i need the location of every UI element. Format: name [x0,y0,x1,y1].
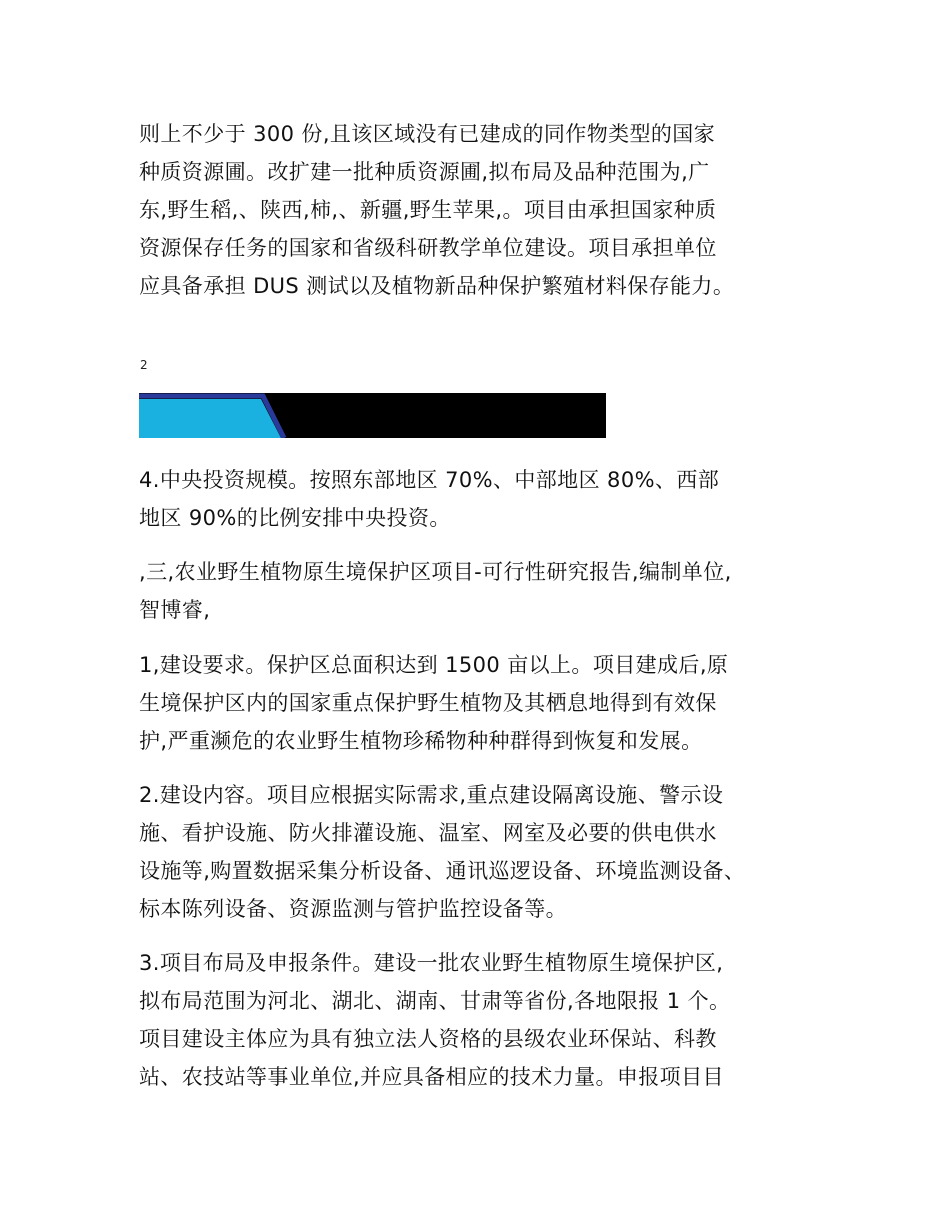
text-line: 拟布局范围为河北、湖北、湖南、甘肃等省份,各地限报 1 个。 [139,989,731,1013]
paragraph-layout-and-conditions [139,944,839,1096]
paragraph-continued-resource-nursery [139,115,839,305]
text-line: 4.中央投资规模。按照东部地区 70%、中部地区 80%、西部 [139,468,720,492]
text-line: 站、农技站等事业单位,并应具备相应的技术力量。申报项目目 [139,1065,724,1089]
section-heading-protection-zone [139,553,839,629]
text-line: 地区 90%的比例安排中央投资。 [139,506,451,530]
text-line: 种质资源圃。改扩建一批种质资源圃,拟布局及品种范围为,广 [139,160,710,184]
paragraph-investment-scale [139,461,839,537]
decorative-banner [139,393,606,438]
text-line: 东,野生稻,、陕西,柿,、新疆,野生苹果,。项目由承担国家种质 [139,198,717,222]
text-line: 标本陈列设备、资源监测与管护监控设备等。 [139,897,567,921]
banner-graphic [139,393,606,438]
paragraph-construction-requirements [139,646,839,760]
text-line: 智博睿, [139,598,211,622]
text-line: 1,建设要求。保护区总面积达到 1500 亩以上。项目建成后,原 [139,653,729,677]
text-line: 护,严重濒危的农业野生植物珍稀物种种群得到恢复和发展。 [139,729,703,753]
page-number: 2 [140,358,148,372]
text-line: 3.项目布局及申报条件。建设一批农业野生植物原生境保护区, [139,951,724,975]
banner-blue-fill [139,399,281,438]
text-line: 资源保存任务的国家和省级科研教学单位建设。项目承担单位 [139,236,717,260]
text-line: 应具备承担 DUS 测试以及植物新品种保护繁殖材料保存能力。 [139,274,735,298]
text-line: 项目建设主体应为具有独立法人资格的县级农业环保站、科教 [139,1027,717,1051]
text-line: ,三,农业野生植物原生境保护区项目-可行性研究报告,编制单位, [139,560,732,584]
text-line: 施、看护设施、防火排灌设施、温室、网室及必要的供电供水 [139,821,717,845]
text-line: 2.建设内容。项目应根据实际需求,重点建设隔离设施、警示设 [139,783,724,807]
text-line: 则上不少于 300 份,且该区域没有已建成的同作物类型的国家 [139,122,716,146]
paragraph-construction-content [139,776,839,928]
text-line: 生境保护区内的国家重点保护野生植物及其栖息地得到有效保 [139,691,717,715]
text-line: 设施等,购置数据采集分析设备、通讯巡逻设备、环境监测设备、 [139,859,746,883]
